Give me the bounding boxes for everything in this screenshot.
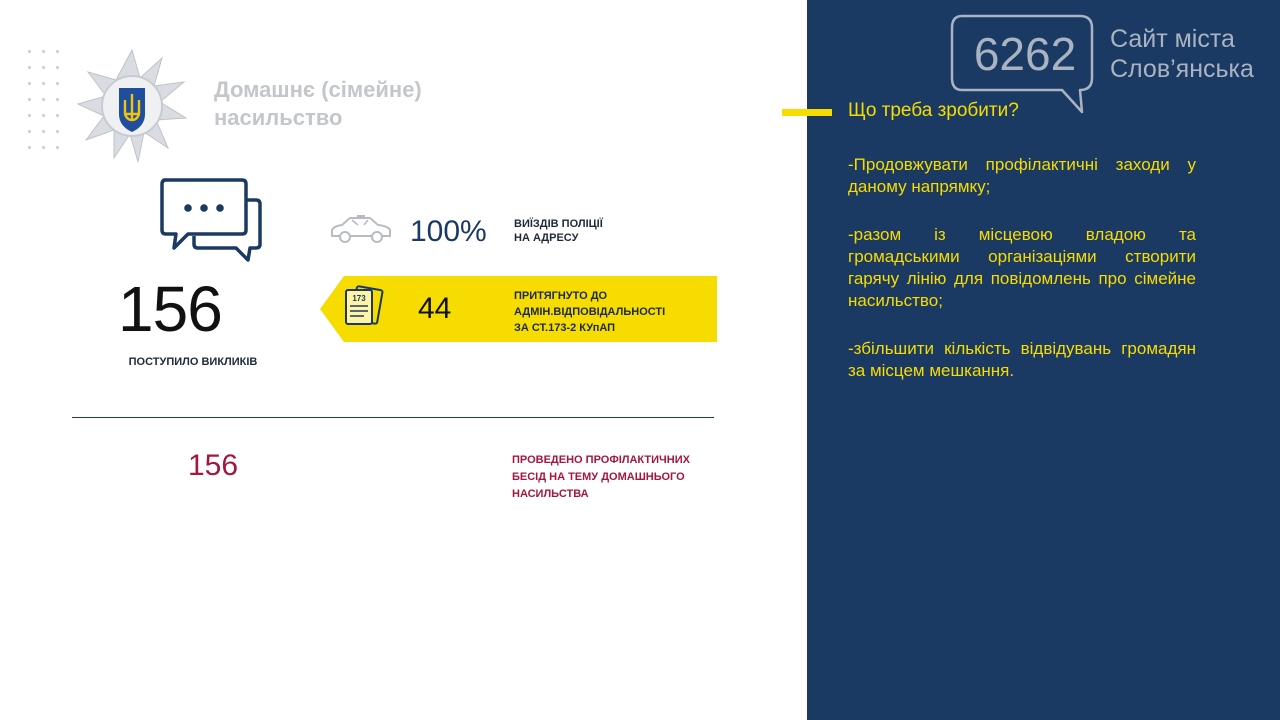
police-car-icon [328, 214, 394, 246]
decorative-dot [28, 50, 31, 53]
chat-bubbles-icon [158, 176, 264, 266]
decorative-dot [56, 98, 59, 101]
decorative-dot [42, 66, 45, 69]
document-stamp-text: 173 [352, 294, 366, 303]
admin-liability-count: 44 [418, 292, 452, 325]
decorative-dot [42, 114, 45, 117]
decorative-dot [42, 130, 45, 133]
page-title-line1: Домашнє (сімейне) [214, 77, 422, 102]
decorative-dot [28, 82, 31, 85]
site-logo-text [1110, 24, 1280, 84]
police-star-emblem-icon [74, 48, 190, 164]
decorative-dot-grid [28, 50, 68, 160]
preventive-talks-label-line2: БЕСІД НА ТЕМУ ДОМАШНЬОГО [512, 471, 685, 483]
police-visits-label-line2: НА АДРЕСУ [514, 232, 579, 244]
todo-heading: Що треба зробити? [848, 100, 1019, 121]
admin-liability-label-line2: АДМІН.ВІДПОВІДАЛЬНОСТІ [514, 306, 666, 318]
decorative-dot [56, 82, 59, 85]
decorative-dot [28, 130, 31, 133]
site-logo-number: 6262 [973, 28, 1077, 80]
police-visits-percent: 100% [410, 215, 487, 248]
preventive-talks-count: 156 [188, 449, 239, 482]
decorative-dot [56, 66, 59, 69]
admin-liability-label-line1: ПРИТЯГНУТО ДО [514, 290, 608, 302]
decorative-dot [42, 98, 45, 101]
decorative-dot [28, 114, 31, 117]
heading-accent-bar [782, 109, 832, 116]
decorative-dot [28, 66, 31, 69]
todo-item: -разом із місцевою владою та громадськими організаціями створити гарячу лінію для повідомлень про сімейне насильство; [848, 225, 1196, 310]
page-title [214, 76, 514, 132]
todo-list [848, 154, 1196, 408]
calls-count: 156 [118, 273, 222, 345]
decorative-dot [56, 130, 59, 133]
admin-liability-label [514, 288, 714, 336]
decorative-dot [56, 114, 59, 117]
decorative-dot [56, 50, 59, 53]
preventive-talks-label [512, 452, 722, 503]
admin-liability-label-line3: ЗА СТ.173-2 КУпАП [514, 322, 616, 334]
decorative-dot [28, 146, 31, 149]
decorative-dot [42, 146, 45, 149]
site-logo-text-line2: Слов’янська [1110, 55, 1254, 83]
police-visits-label [514, 217, 654, 245]
protocol-document-icon [342, 284, 384, 328]
decorative-dot [42, 82, 45, 85]
preventive-talks-label-line1: ПРОВЕДЕНО ПРОФІЛАКТИЧНИХ [512, 454, 690, 466]
preventive-talks-label-line3: НАСИЛЬСТВА [512, 488, 589, 500]
page-title-line2: насильство [214, 105, 343, 130]
decorative-dot [28, 98, 31, 101]
site-logo-text-line1: Сайт міста [1110, 25, 1235, 53]
section-divider [72, 417, 714, 418]
decorative-dot [56, 146, 59, 149]
todo-item: -Продовжувати профілактичні заходи у даному напрямку; [848, 155, 1196, 196]
calls-label: ПОСТУПИЛО ВИКЛИКІВ [128, 356, 258, 368]
police-visits-label-line1: ВИЇЗДІВ ПОЛІЦІЇ [514, 218, 603, 230]
todo-item: -збільшити кількість відвідувань громадян за місцем мешкання. [848, 339, 1196, 380]
decorative-dot [42, 50, 45, 53]
